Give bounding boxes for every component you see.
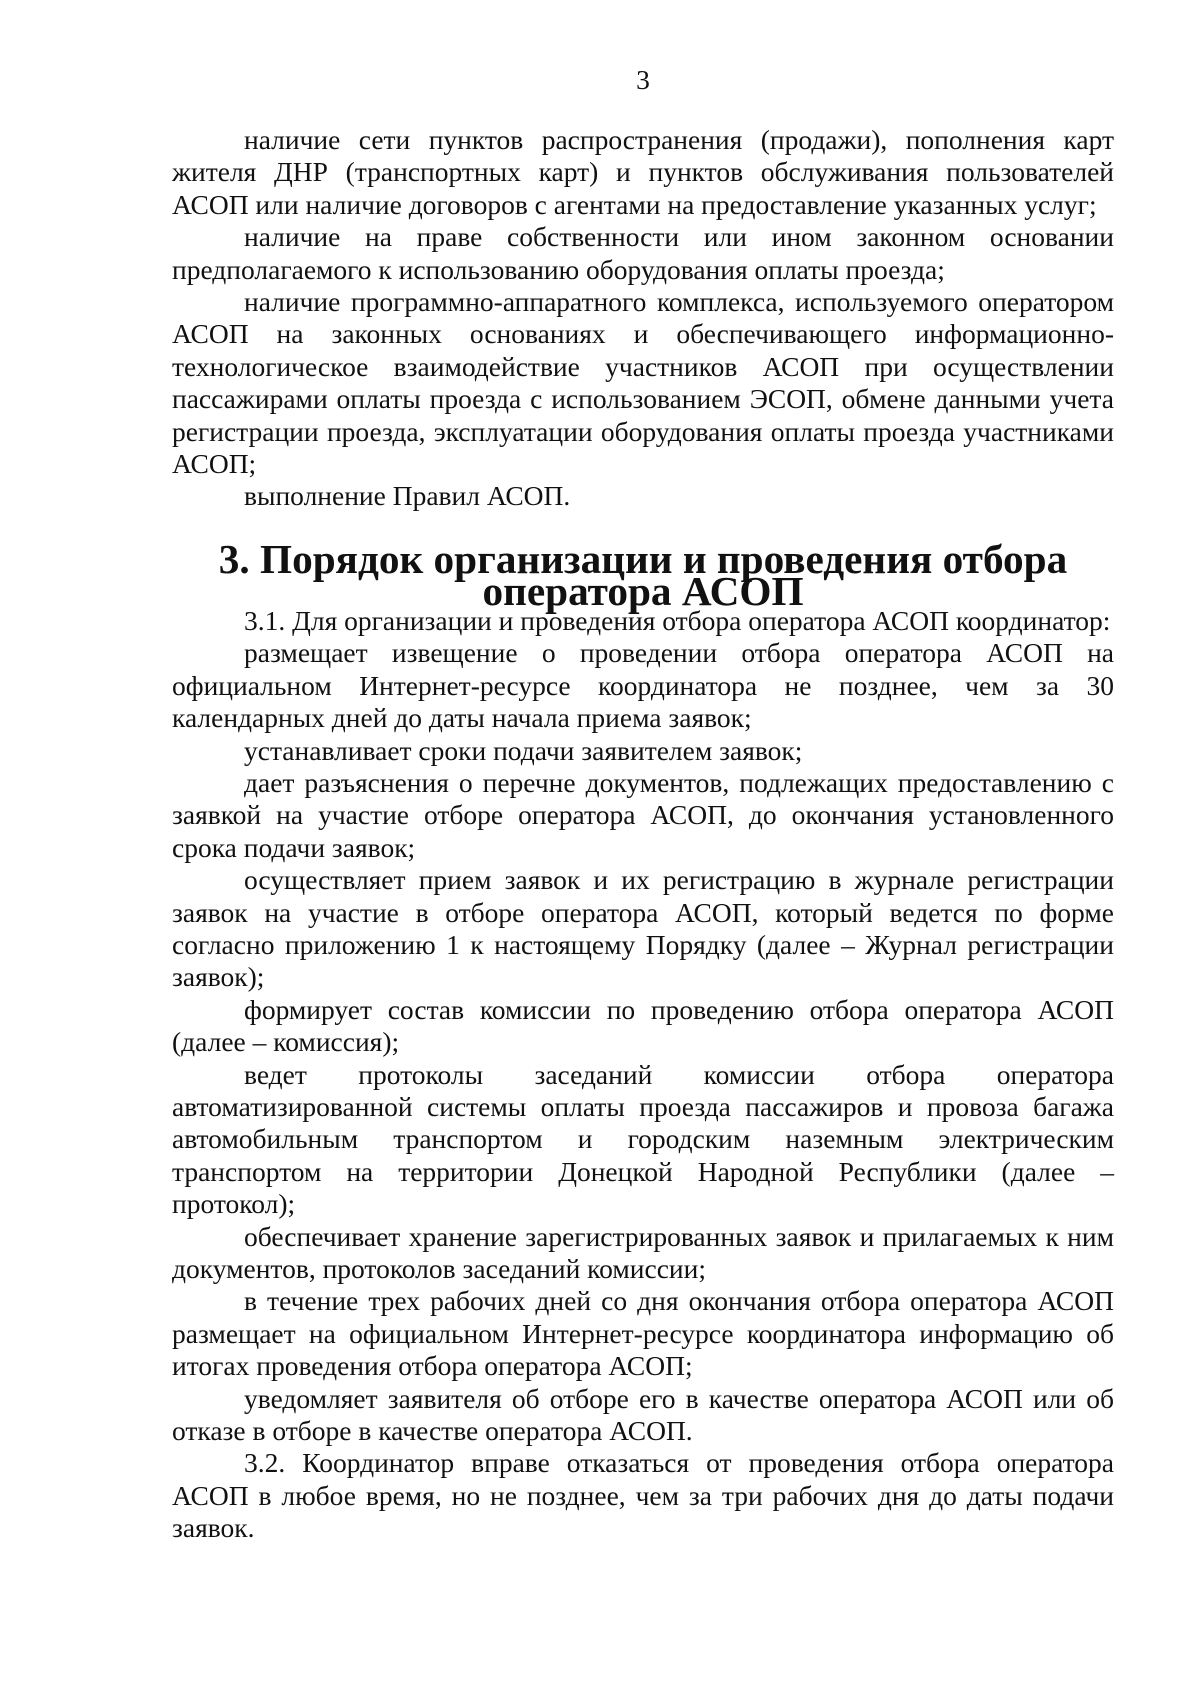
- paragraph: выполнение Правил АСОП.: [244, 480, 571, 512]
- section-3-heading: 3. Порядок организации и проведения отбора оператора АСОП: [218, 535, 1068, 614]
- paragraph: уведомляет заявителя об отборе его в качестве оператора АСОП или об отказе в отборе в качестве оператора АСОП.: [172, 1382, 1114, 1447]
- paragraph: 3.1. Для организации и проведения отбора оператора АСОП координатор:: [244, 604, 1111, 636]
- paragraph: формирует состав комиссии по проведению отбора оператора АСОП (далее – комиссия);: [172, 993, 1114, 1058]
- paragraph: 3.2. Координатор вправе отказаться от проведения отбора оператора АСОП в любое время, но не позднее, чем за три рабочих дня до даты подачи заявок.: [172, 1447, 1114, 1544]
- paragraph: обеспечивает хранение зарегистрированных заявок и прилагаемых к ним документов, протоколов заседаний комиссии;: [172, 1220, 1114, 1284]
- paragraph: устанавливает сроки подачи заявителем заявок;: [244, 734, 803, 766]
- paragraph: ведет протоколы заседаний комиссии отбора оператора автоматизированной системы оплаты проезда пассажиров и провоза багажа автомобильным транспортом и городским наземным электрическим транспортом на территории Донецкой Народной Республики (далее – протокол);: [172, 1058, 1114, 1220]
- paragraph: в течение трех рабочих дней со дня окончания отбора оператора АСОП размещает на официальном Интернет-ресурсе координатора информацию об итогах проведения отбора оператора АСОП;: [172, 1285, 1114, 1382]
- paragraph: наличие сети пунктов распространения (продажи), пополнения карт жителя ДНР (транспортных карт) и пунктов обслуживания пользователей АСОП или наличие договоров с агентами на предоставление указанных услуг;: [172, 124, 1114, 220]
- paragraph: размещает извещение о проведении отбора оператора АСОП на официальном Интернет-ресурсе координатора не позднее, чем за 30 календарных дней до даты начала приема заявок;: [172, 637, 1114, 734]
- paragraph: наличие программно-аппаратного комплекса, используемого оператором АСОП на законных основаниях и обеспечивающего информационно-технологическое взаимодействие участников АСОП при осуществлении пассажирами оплаты проезда с использованием ЭСОП, обмене данными учета регистрации проезда, эксплуатации оборудования оплаты проезда участниками АСОП;: [172, 286, 1114, 480]
- section-3-body: [172, 605, 1114, 1545]
- paragraph: дает разъяснения о перечне документов, подлежащих предоставлению с заявкой на участие отборе оператора АСОП, до окончания установленного срока подачи заявок;: [172, 766, 1114, 863]
- page-number: 3: [636, 64, 650, 95]
- section-2-continuation: [172, 124, 1114, 513]
- paragraph: наличие на праве собственности или ином законном основании предполагаемого к использованию оборудования оплаты проезда;: [172, 221, 1114, 285]
- paragraph: осуществляет прием заявок и их регистрацию в журнале регистрации заявок на участие в отборе оператора АСОП, который ведется по форме согласно приложению 1 к настоящему Порядку (далее – Журнал регистрации заявок);: [172, 864, 1114, 993]
